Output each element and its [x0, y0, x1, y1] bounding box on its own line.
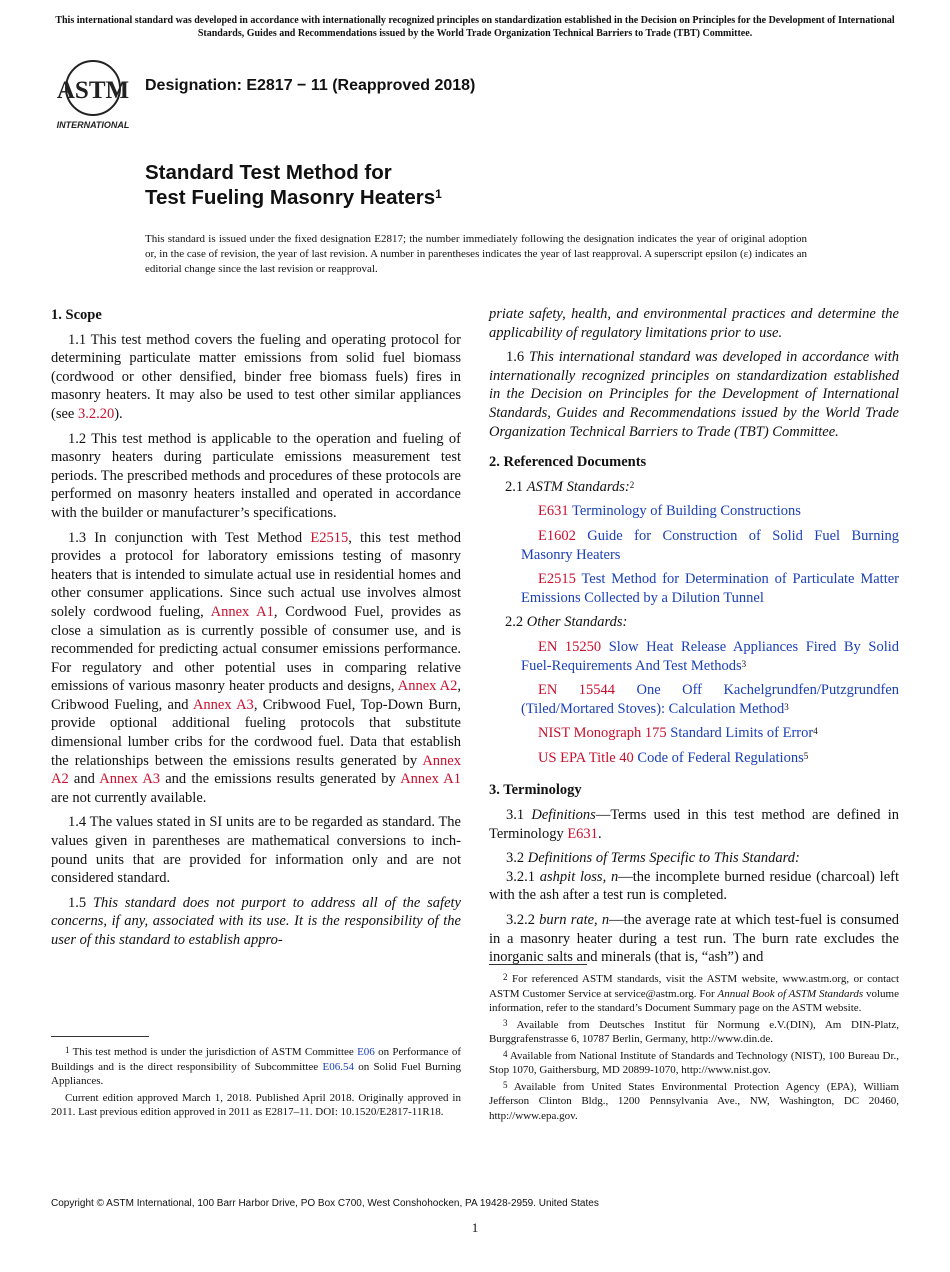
astm-emblem-icon [57, 61, 129, 115]
left-column [51, 306, 461, 956]
ref-title-link[interactable]: Standard Limits of Error [670, 725, 814, 742]
para-1-4: 1.4 The values stated in SI units are to be regarded as standard. The values given in parentheses are mathematical conversions to inch-pound units that are provided for information only and are not considered standard. [51, 814, 461, 887]
para-3-2-1: 3.2.1 ashpit loss, n—the incomplete burned residue (charcoal) left with the ash after a test run is completed. [489, 868, 899, 904]
ref-annex-a3-link[interactable]: Annex A3 [99, 771, 161, 788]
referenced-heading: 2. Referenced Documents [489, 454, 647, 471]
footnote-5: $^5$ Available from United States Environmental Protection Agency (EPA), William Jefferson Clinton Bldg., 1200 Pennsylvania Ave., NW, Washington, DC 20460, http://www.epa.gov. [489, 1079, 899, 1122]
ref-annex-a2-link[interactable]: Annex A2 [397, 678, 458, 695]
ref-title-link[interactable]: One Off Kachelgrundfen/Putzgrundfen (Tiled/Mortared Stoves): Calculation Method [521, 682, 900, 717]
ref-title-link[interactable]: Terminology of Building Constructions [571, 503, 801, 520]
right-column [489, 305, 899, 973]
ref-e06-54-link[interactable]: E06.54 [322, 1060, 354, 1073]
ref-title-link[interactable]: Code of Federal Regulations [637, 749, 804, 766]
footnote-1-edition: Current edition approved March 1, 2018. Published April 2018. Originally approved in 2011. Last previous edition approved in 2011 as E2817–11. DOI: 10.1520/E2817-11R18. [51, 1091, 461, 1118]
other-standards-list [489, 638, 899, 768]
wto-notice: This international standard was developed in accordance with internationally recognized principles on standardization established in the Decision on Principles for the Development of International Standards, Guides and Recommendations issued by the World Trade Organization Technical Barriers to Trade (TBT) Committee. [55, 15, 895, 39]
astm-standards-list [489, 502, 899, 607]
logo-letters: ASTM [56, 77, 130, 104]
footnote-3: $^3$ Available from Deutsches Institut für Normung e.V.(DIN), Am DIN-Platz, Burggrafenstrasse 6, 10787 Berlin, Germany, http://www.din.de. [489, 1017, 899, 1045]
ref-e06-link[interactable]: E06 [357, 1046, 375, 1058]
ref-item [489, 570, 899, 607]
ref-item: EN 15544 One Off Kachelgrundfen/Putzgrundfen (Tiled/Mortared Stoves): Calculation Method$^3$ [521, 682, 900, 717]
footnote-divider [489, 964, 587, 965]
para-3-1: 3.1 Definitions—Terms used in this test method are defined in Terminology E631. [489, 807, 900, 842]
ref-code-link[interactable]: E1602 [538, 527, 576, 544]
designation: Designation: E2817 − 11 (Reapproved 2018) [145, 77, 476, 94]
footnote-1: $^1$ This test method is under the jurisdiction of ASTM Committee E06 on Performance of Buildings and is the direct responsibility of Subcommittee E06.54 on Solid Fuel Burning Appliances. [51, 1045, 461, 1087]
title-footnote-mark[interactable]: 1 [435, 187, 442, 201]
astm-logo [52, 58, 134, 132]
ref-item: EN 15250 Slow Heat Release Appliances Fired By Solid Fuel-Requirements And Test Methods$^3$ [521, 638, 899, 674]
footnotes-right [489, 972, 899, 1125]
ref-code-link[interactable]: EN 15250 [538, 638, 602, 655]
ref-item: NIST Monograph 175 Standard Limits of Error$^4$ [538, 725, 818, 742]
scope-heading: 1. Scope [51, 307, 102, 323]
para-1-2: 1.2 This test method is applicable to the operation and fueling of masonry heaters during particulate emissions measurement test periods. The prescribed methods and procedures of these protocols are performed on masonry heaters installed and operated in accordance with the builder or manufacturer’s specifications. [51, 430, 461, 521]
ref-title-link[interactable]: Slow Heat Release Appliances Fired By Solid Fuel-Requirements And Test Methods [521, 638, 899, 674]
astm-standards-label: 2.1 ASTM Standards:$^2$ [505, 478, 635, 495]
title-line-2: Test Fueling Masonry Heaters$^1$ [145, 186, 442, 209]
para-1-3: 1.3 In conjunction with Test Method E2515, this test method provides a protocol for laboratory emissions testing of masonry heaters that is intended to simulate actual use in residential homes and other consumer applications. Since such actual use involves almost solely cordwood fueling, Annex A1, Cordwood Fuel, provides as close a simulation as is currently possible of consumer use, and is recommended for predicting actual consumer emissions performance. For regulatory and other potential uses in comparing relative emissions of various masonry heater products and designs, Annex A2, Cribwood Fueling, and Annex A3, Cribwood Fuel, Top-Down Burn, provide optional additional fueling protocols that substitute dimensional lumber cribs for the cordwood fuel. Data that establish the relationships between the emissions results generated by Annex A2 and Annex A3 and the emissions results generated by Annex A1 are not currently available. [51, 529, 461, 806]
footnote-2: $^2$ For referenced ASTM standards, visit the ASTM website, www.astm.org, or contact ASTM Customer Service at service@astm.org. For Annual Book of ASTM Standards volume information, refer to the standard’s Document Summary page on the ASTM website. [489, 972, 899, 1014]
copyright: Copyright © ASTM International, 100 Barr Harbor Drive, PO Box C700, West Conshohocken, PA 19428-2959. United States [51, 1198, 599, 1209]
footnotes-left [51, 1045, 461, 1122]
ref-title-link[interactable]: Guide for Construction of Solid Fuel Burning Masonry Heaters [521, 527, 900, 563]
ref-code-link[interactable]: E2515 [538, 571, 576, 588]
ref-item [489, 527, 899, 564]
para-3-2: 3.2 Definitions of Terms Specific to This Standard: [506, 850, 800, 867]
issued-note: This standard is issued under the fixed designation E2817; the number immediately following the designation indicates the year of original adoption or, in the case of revision, the year of last revision. A number in parentheses indicates the year of last reapproval. A superscript epsilon (ε) indicates an editorial change since the last revision or reapproval. [145, 233, 807, 275]
ref-3-2-20-link[interactable]: 3.2.20 [77, 405, 115, 422]
ref-item [489, 502, 899, 521]
ref-item: US EPA Title 40 Code of Federal Regulations$^5$ [538, 749, 809, 766]
terminology-heading: 3. Terminology [489, 782, 582, 799]
ref-annex-a2-link[interactable]: Annex A2 [51, 752, 461, 788]
logo-text: INTERNATIONAL [56, 120, 130, 130]
page-title [145, 160, 442, 210]
ref-code-link[interactable]: E631 [538, 503, 569, 520]
ref-code-link[interactable]: NIST Monograph 175 [538, 725, 667, 742]
para-1-6: 1.6 This international standard was developed in accordance with internationally recognized principles on standardization established in the Decision on Principles for the Development of International Standards, Guides and Recommendations issued by the World Trade Organization Technical Barriers to Trade (TBT) Committee. [489, 349, 899, 440]
ref-e2515-link[interactable]: E2515 [310, 529, 349, 546]
ref-annex-a1-link[interactable]: Annex A1 [210, 603, 274, 620]
ref-e631-link[interactable]: E631 [567, 825, 598, 842]
title-line-1: Standard Test Method for [145, 161, 392, 184]
para-1-5: 1.5 This standard does not purport to address all of the safety concerns, if any, associated with its use. It is the responsibility of the user of this standard to establish appro- [51, 894, 461, 948]
other-standards-label: 2.2 Other Standards: [505, 614, 628, 631]
ref-annex-a3-link[interactable]: Annex A3 [192, 696, 254, 713]
footnote-divider [51, 1036, 149, 1037]
para-1-5-cont: priate safety, health, and environmental practices and determine the applicability of regulatory limitations prior to use. [489, 306, 899, 341]
para-1-1: 1.1 This test method covers the fueling and operating protocol for determining particulate matter emissions from solid fuel biomass (cordwood or other densified, binder free biomass fuels) fires in masonry heaters. It may also be used to test other similar appliances (see 3.2.20). [51, 331, 461, 422]
ref-annex-a1-link[interactable]: Annex A1 [400, 771, 461, 788]
para-3-2-2: 3.2.2 burn rate, n—the average rate at which test-fuel is consumed in a masonry heater during a test run. The burn rate excludes the inorganic salts and minerals (that is, “ash”) and [489, 912, 900, 966]
ref-title-link[interactable]: Test Method for Determination of Particulate Matter Emissions Collected by a Dilution Tunnel [521, 571, 899, 606]
ref-code-link[interactable]: US EPA Title 40 [538, 749, 634, 766]
ref-code-link[interactable]: EN 15544 [538, 682, 616, 699]
page-number: 1 [471, 1220, 479, 1235]
footnote-4: $^4$ Available from National Institute of Standards and Technology (NIST), 100 Bureau Dr., Stop 1070, Gaithersburg, MD 20899-1070, http://www.nist.gov. [489, 1048, 899, 1076]
